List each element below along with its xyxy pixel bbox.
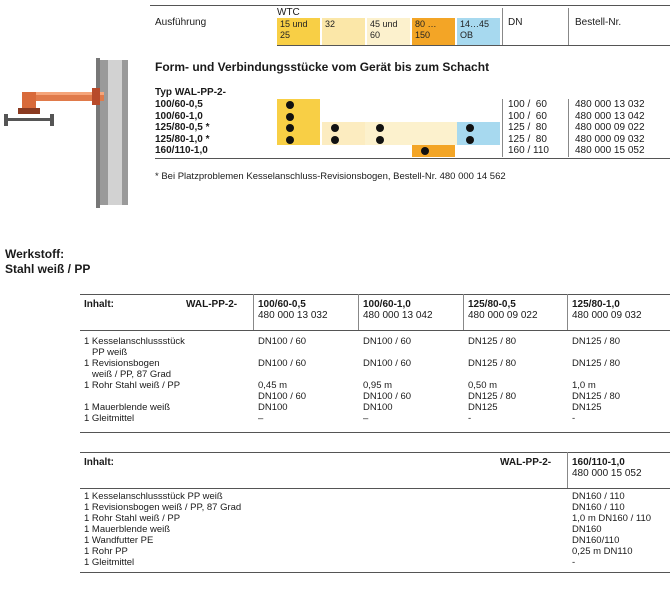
availability-dot: [421, 147, 429, 155]
table1-value: 0,50 m: [468, 380, 498, 391]
availability-dot: [286, 101, 294, 109]
table1-item: weiß / PP, 87 Grad: [92, 369, 172, 380]
table1-item: 1 Mauerblende weiß: [84, 402, 171, 413]
table1-item: 1 Kesselanschlussstück: [84, 336, 185, 347]
section-footnote: * Bei Platzproblemen Kesselanschluss-Revisionsbogen, Bestell-Nr. 480 000 14 562: [155, 171, 506, 182]
typ-2: 100/60-1,0: [155, 110, 203, 122]
dn-4: 125 / 80: [508, 133, 547, 145]
table1-col-nr: 480 000 13 042: [363, 310, 433, 321]
table2-item: 1 Rohr Stahl weiß / PP: [84, 513, 181, 524]
table1-value: DN125 / 80: [572, 336, 621, 347]
table1-value: –: [258, 413, 264, 424]
availability-dot: [286, 124, 294, 132]
table1-typ: WAL-PP-2-: [186, 299, 238, 310]
table2-top-rule: [80, 452, 670, 453]
table1-value: DN125 / 80: [572, 358, 621, 369]
header-sep-nr: [568, 8, 569, 45]
table2-value: DN160 / 110: [572, 502, 625, 513]
wtc-col-4-label: 80 … 150: [415, 19, 437, 40]
table1-value: 0,95 m: [363, 380, 393, 391]
table1-col-sep: [567, 294, 568, 330]
header-bestell: Bestell-Nr.: [575, 17, 622, 28]
availability-dot: [331, 136, 339, 144]
table2-typ: WAL-PP-2-: [500, 457, 552, 468]
table1-col-nr: 480 000 09 022: [468, 310, 538, 321]
table1-value: DN100 / 60: [363, 358, 412, 369]
dn-1: 100 / 60: [508, 99, 547, 110]
table2-item: 1 Kesselanschlussstück PP weiß: [84, 491, 223, 502]
availability-dot: [466, 124, 474, 132]
table1-value: DN100 / 60: [258, 358, 307, 369]
table2-item: 1 Wandfutter PE: [84, 535, 154, 546]
table1-value: -: [572, 413, 576, 424]
wtc-col-3-label: 45 und 60: [370, 19, 398, 40]
table2-inhalt: Inhalt:: [84, 457, 114, 468]
wtc-col-2-label: 32: [325, 19, 336, 29]
bestell-nr-2: 480 000 13 042: [575, 110, 645, 122]
dn-2: 100 / 60: [508, 110, 547, 122]
table1-value: DN100 / 60: [258, 391, 307, 402]
table1-item: PP weiß: [92, 347, 128, 358]
table1-col-sep: [253, 294, 254, 330]
table1-col-name: 125/80-0,5: [468, 299, 516, 310]
section-title: Form- und Verbindungsstücke vom Gerät bis zum Schacht: [155, 60, 490, 74]
table1-value: DN100: [363, 402, 393, 413]
table1-bottom-rule: [80, 432, 670, 433]
bestell-nr-1: 480 000 13 032: [575, 99, 645, 110]
werkstoff-label: Werkstoff:: [5, 247, 65, 261]
section-sep-dn: [502, 99, 503, 157]
bestell-nr-4: 480 000 09 032: [575, 133, 645, 145]
flue-connection-illustration: [0, 50, 140, 210]
table2-value: DN160/110: [572, 535, 620, 546]
header-dn: DN: [508, 17, 523, 28]
table2-col-name: 160/110-1,0: [572, 457, 625, 468]
availability-dot: [331, 124, 339, 132]
dn-3: 125 / 80: [508, 122, 547, 133]
table1-col-name: 100/60-1,0: [363, 299, 411, 310]
table1-value: –: [363, 413, 369, 424]
table1-value: DN125: [468, 402, 498, 413]
typ-1: 100/60-0,5: [155, 99, 203, 110]
section-typ-label: Typ WAL-PP-2-: [155, 87, 226, 98]
table1-value: -: [468, 413, 472, 424]
table1-value: DN100 / 60: [363, 391, 412, 402]
table2-item: 1 Mauerblende weiß: [84, 524, 171, 535]
section-band-5: [457, 122, 500, 145]
table1-value: 1,0 m: [572, 380, 596, 391]
section-band-2: [322, 122, 365, 145]
bestell-nr-3: 480 000 09 022: [575, 122, 645, 133]
table1-col-nr: 480 000 13 032: [258, 310, 328, 321]
section-band-1: [277, 99, 320, 145]
header-bottom-rule: [277, 45, 670, 46]
wtc-col-1-label: 15 und 25: [280, 19, 308, 40]
table2-col-sep: [567, 452, 568, 488]
availability-dot: [286, 113, 294, 121]
table2-col-nr: 480 000 15 052: [572, 468, 642, 479]
table1-value: DN125 / 80: [468, 336, 517, 347]
table1-value: DN125: [572, 402, 602, 413]
header-wtc: WTC: [277, 7, 300, 18]
table2-item: 1 Rohr PP: [84, 546, 128, 557]
table2-value: DN160 / 110: [572, 491, 625, 502]
table2-value: 1,0 m DN160 / 110: [572, 513, 652, 524]
table1-value: DN125 / 80: [468, 358, 517, 369]
table1-col-sep: [358, 294, 359, 330]
section-sep-nr: [568, 99, 569, 157]
table1-top-rule: [80, 294, 670, 295]
header-top-rule: [150, 5, 670, 6]
table2-item: 1 Gleitmittel: [84, 557, 135, 568]
table2-value: -: [572, 557, 576, 568]
section-band-4: [412, 145, 455, 157]
header-sep-dn: [502, 8, 503, 45]
dn-5: 160 / 110: [508, 145, 549, 156]
availability-dot: [376, 124, 384, 132]
availability-dot: [376, 136, 384, 144]
typ-5: 160/110-1,0: [155, 145, 208, 156]
table1-col-name: 125/80-1,0: [572, 299, 620, 310]
table2-bottom-rule: [80, 572, 670, 573]
table1-item: 1 Rohr Stahl weiß / PP: [84, 380, 181, 391]
table2-value: 0,25 m DN110: [572, 546, 633, 557]
werkstoff-material: Stahl weiß / PP: [5, 262, 91, 276]
table1-value: DN100 / 60: [258, 336, 307, 347]
table1-col-name: 100/60-0,5: [258, 299, 306, 310]
table1-value: DN125 / 80: [572, 391, 621, 402]
table2-item: 1 Revisionsbogen weiß / PP, 87 Grad: [84, 502, 242, 513]
table1-value: DN100: [258, 402, 288, 413]
table1-inhalt: Inhalt:: [84, 299, 114, 310]
availability-dot: [466, 136, 474, 144]
table1-header-rule: [80, 330, 670, 331]
bestell-nr-5: 480 000 15 052: [575, 145, 645, 156]
typ-4: 125/80-1,0 *: [155, 133, 210, 145]
table1-value: 0,45 m: [258, 380, 288, 391]
table1-item: 1 Gleitmittel: [84, 413, 135, 424]
section-bottom-rule: [155, 158, 670, 159]
table2-header-rule: [80, 488, 670, 489]
table1-item: 1 Revisionsbogen: [84, 358, 160, 369]
wtc-col-5-label: 14…45 OB: [460, 19, 490, 40]
table1-value: DN100 / 60: [363, 336, 412, 347]
table1-col-sep: [463, 294, 464, 330]
availability-dot: [286, 136, 294, 144]
table1-value: DN125 / 80: [468, 391, 517, 402]
header-ausfuehrung: Ausführung: [155, 17, 207, 28]
typ-3: 125/80-0,5 *: [155, 122, 210, 133]
table1-col-nr: 480 000 09 032: [572, 310, 642, 321]
table2-value: DN160: [572, 524, 602, 535]
